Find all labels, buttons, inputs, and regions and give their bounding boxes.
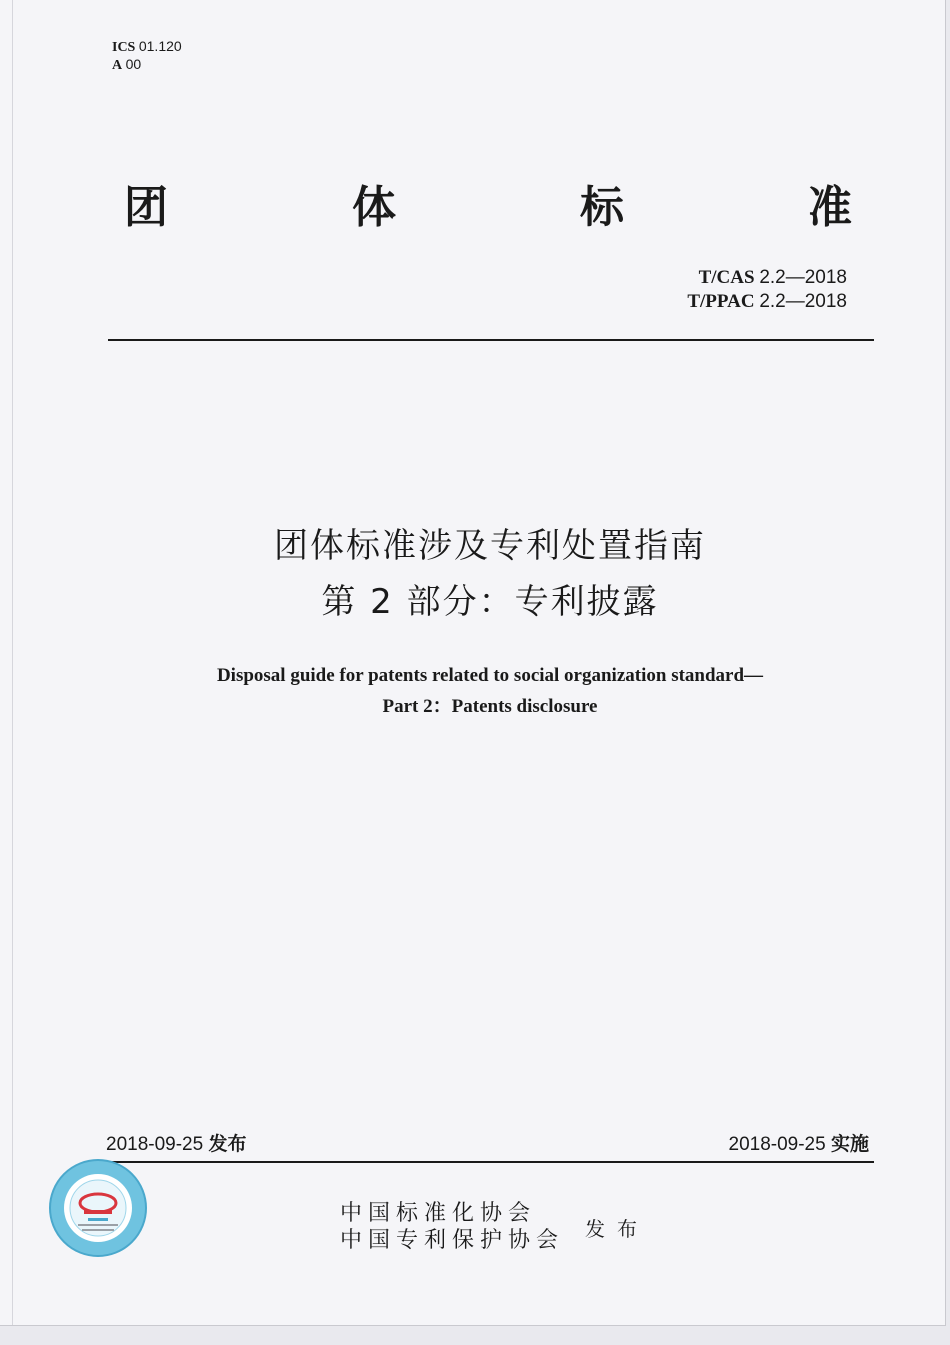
implementation-date: 2018-09-25 <box>728 1134 826 1155</box>
title-chinese-line-1: 团体标准涉及专利处置指南 <box>274 526 706 566</box>
standard-numbers <box>687 266 847 314</box>
anti-counterfeit-seal-icon <box>48 1158 148 1258</box>
issue-date: 2018-09-25 <box>106 1134 204 1155</box>
publisher-1: 中国标准化协会 <box>340 1201 537 1226</box>
issue-label: 发布 <box>208 1133 247 1155</box>
publisher-2: 中国专利保护协会 <box>340 1228 565 1253</box>
publish-label: 发布 <box>585 1217 649 1241</box>
class-line <box>112 56 182 74</box>
classification-block <box>112 38 182 74</box>
standard-type-char-4: 准 <box>808 182 852 233</box>
issue-date-block <box>106 1132 247 1157</box>
bottom-divider <box>108 1161 874 1163</box>
standard-type-char-1: 团 <box>124 182 168 233</box>
standard-number-value: 2.2—2018 <box>759 291 847 312</box>
standard-number-2 <box>687 290 847 314</box>
standard-number-value: 2.2—2018 <box>759 267 847 288</box>
standard-number-prefix: T/CAS <box>698 267 755 288</box>
ics-line <box>112 38 182 56</box>
publisher-names <box>340 1200 564 1254</box>
class-code: 00 <box>125 56 142 72</box>
title-english-line-1: Disposal guide for patents related to social organization standard— <box>216 665 764 686</box>
ics-code: 01.120 <box>138 38 182 54</box>
standard-type-char-3: 标 <box>580 182 624 233</box>
title-chinese-line-2: 第 2 部分：专利披露 <box>321 582 659 622</box>
standard-type-heading <box>120 180 864 240</box>
standard-number-1 <box>687 266 847 290</box>
standard-type-char-2: 体 <box>352 182 396 233</box>
implementation-date-block <box>729 1132 870 1157</box>
title-chinese <box>0 518 950 630</box>
title-english-line-2: Part 2：Patents disclosure <box>382 696 598 717</box>
standard-number-prefix: T/PPAC <box>687 291 755 312</box>
implementation-label: 实施 <box>830 1133 869 1155</box>
top-divider <box>108 339 874 341</box>
ics-label: ICS <box>112 40 136 55</box>
class-label: A <box>112 58 123 73</box>
title-english <box>0 660 950 722</box>
